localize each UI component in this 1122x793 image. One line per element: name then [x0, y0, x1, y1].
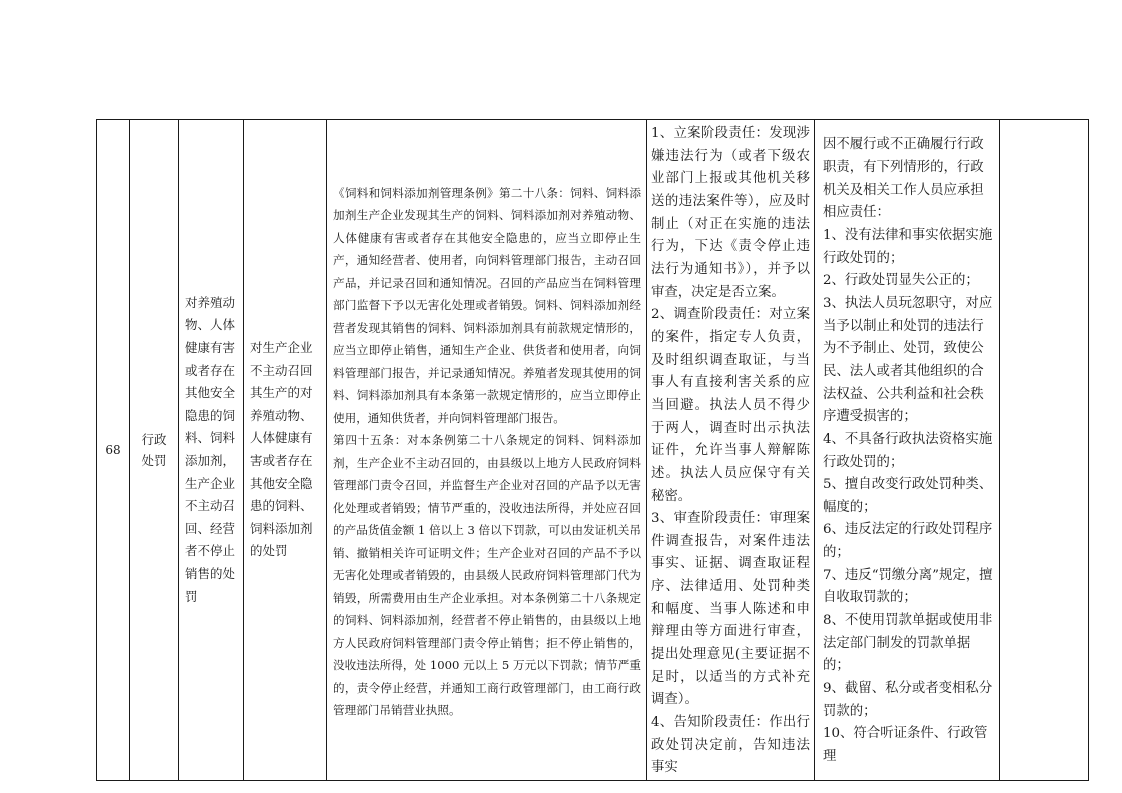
responsibility-filing: 1、立案阶段责任：发现涉嫌违法行为（或者下级农业部门上报或其他机关移送的违法案件等），应及时制止（对正在实施的违法行为，下达《责令停止违法行为通知书》），并予以审查，决定是否立案。 [651, 126, 810, 300]
power-category [130, 120, 179, 781]
accountability-item: 5、擅自改变行政处罚种类、幅度的； [823, 477, 993, 515]
legal-basis-cell [327, 120, 647, 781]
item-name-cell [179, 120, 244, 781]
accountability-item: 8、不使用罚款单据或使用非法定部门制发的罚款单据的； [823, 613, 993, 674]
legal-basis-article-28: 《饲料和饲料添加剂管理条例》第二十八条：饲料、饲料添加剂生产企业发现其生产的饲料、饲料添加剂对养殖动物、人体健康有害或者存在其他安全隐患的，应当立即停止生产，通知经营者、使用者，向饲料管理部门报告，主动召回产品，并记录召回和通知情况。召回的产品应当在饲料管理部门监督下予以无害化处理或者销毁。饲料、饲料添加剂经营者发现其销售的饲料、饲料添加剂具有前款规定情形的，应当立即停止销售，通知生产企业、供货者和使用者，向饲料管理部门报告，并记录通知情况。养殖者发现其使用的饲料、饲料添加剂具有本条第一款规定情形的，应当立即停止使用，通知供货者，并向饲料管理部门报告。 [333, 185, 641, 425]
accountability-item: 3、执法人员玩忽职守，对应当予以制止和处罚的违法行为不予制止、处罚，致使公民、法人或者其他组织的合法权益、公共利益和社会秩序遭受损害的； [823, 295, 993, 425]
accountability-item: 4、不具备行政执法资格实施行政处罚的； [823, 431, 993, 470]
accountability-item: 6、违反法定的行政处罚程序的； [823, 522, 993, 561]
remarks-cell [1000, 120, 1089, 781]
responsibility-investigation: 2、调查阶段责任：对立案的案件，指定专人负责，及时组织调查取证，与当事人有直接利害关系的应当回避。执法人员不得少于两人，调查时出示执法证件，允许当事人辩解陈述。执法人员应保守有关秘密。 [651, 307, 810, 504]
accountability-item: 2、行政处罚显失公正的； [823, 273, 979, 289]
accountability-item: 9、截留、私分或者变相私分罚款的； [823, 681, 993, 719]
legal-basis-article-45: 第四十五条：对本条例第二十八条规定的饲料、饲料添加剂，生产企业不主动召回的，由县级以上地方人民政府饲料管理部门责令召回，并监督生产企业对召回的产品予以无害化处理或者销毁；情节严重的，没收违法所得，并处应召回的产品货值金额 1 倍以上 3 倍以下罚款，可以由发证机关吊销、撤销相关许可证明文件；生产企业对召回的产品不予以无害化处理或者销毁的，由县级人民政府饲料管理部门代为销毁，所需费用由生产企业承担。对本条例第二十八条规定的饲料、饲料添加剂，经营者不停止销售的，由县级以上地方人民政府饲料管理部门责令停止销售；拒不停止销售的，没收违法所得，处 1000 元以上 5 万元以下罚款；情节严重的，责令停止经营，并通知工商行政管理部门，由工商行政管理部门吊销营业执照。 [333, 433, 641, 718]
sub-item-cell [244, 120, 327, 781]
item-name: 对养殖动物、人体健康有害或者存在其他安全隐患的饲料、饲料添加剂，生产企业不主动召回、经营者不停止销售的处罚 [185, 294, 236, 604]
table-row [97, 120, 1089, 781]
accountability-intro: 因不履行或不正确履行行政职责，有下列情形的，行政机关及相关工作人员应承担相应责任： [823, 137, 984, 221]
power-category-text: 行政处罚 [141, 432, 167, 469]
power-list-table [96, 119, 1089, 781]
responsibility-notification: 4、告知阶段责任：作出行政处罚决定前，告知违法事实 [651, 715, 810, 776]
accountability-item: 7、违反“罚缴分离”规定，擅自收取罚款的； [823, 567, 993, 606]
sub-item-name: 对生产企业不主动召回其生产的对养殖动物、人体健康有害或者存在其他安全隐患的饲料、饲料添加剂的处罚 [250, 340, 313, 559]
responsibility-cell [647, 120, 815, 781]
accountability-item: 10、符合听证条件、行政管理 [823, 726, 988, 765]
accountability-item: 1、没有法律和事实依据实施行政处罚的； [823, 227, 993, 266]
responsibility-review: 3、审查阶段责任：审理案件调查报告，对案件违法事实、证据、调查取证程序、法律适用、处罚种类和幅度、当事人陈述和申辩理由等方面进行审查，提出处理意见(主要证据不足时，以适当的方式补充调查）。 [651, 511, 810, 708]
row-number: 68 [97, 120, 130, 781]
accountability-cell [815, 120, 1000, 781]
